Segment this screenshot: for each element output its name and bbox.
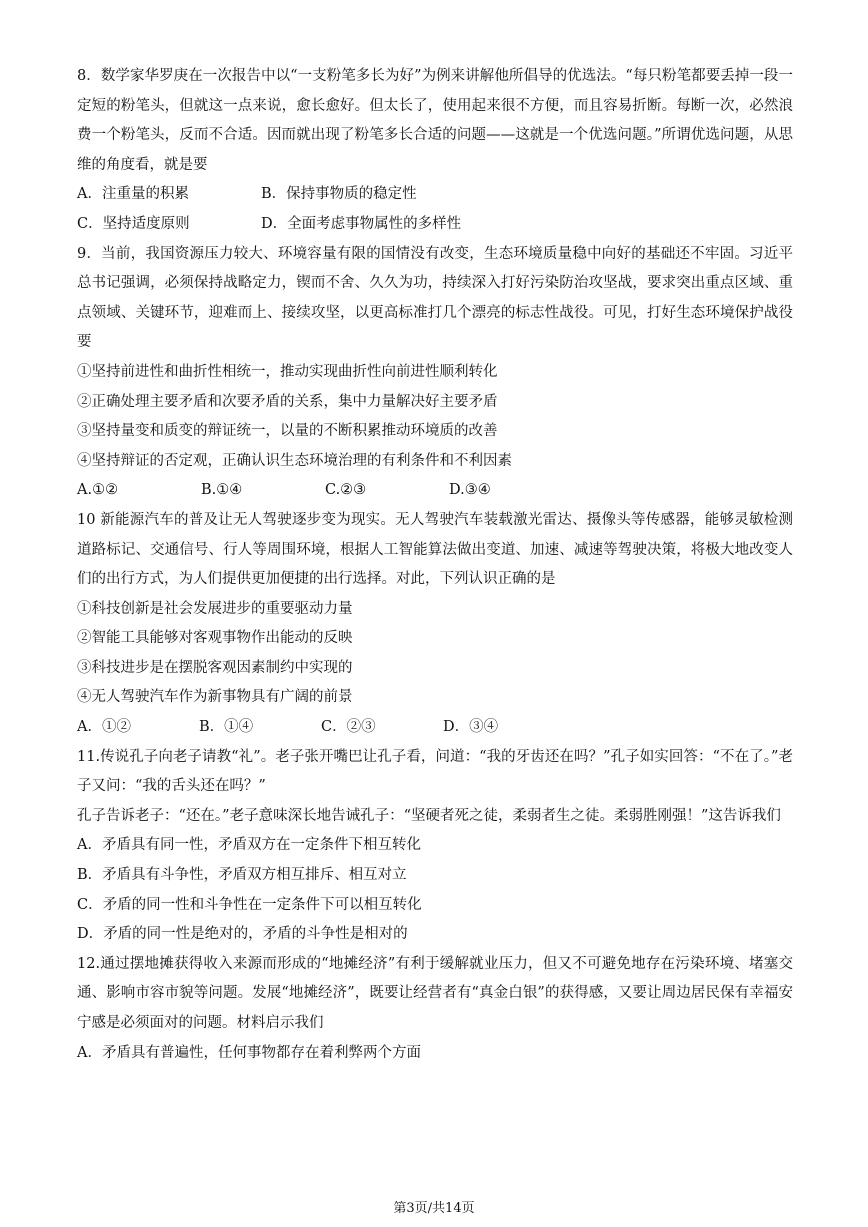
question-12-stem: 12.通过摆地摊获得收入来源而形成的“地摊经济”有利于缓解就业压力，但又不可避免地存在污染环境、堵塞交通、影响市容市貌等问题。发展“地摊经济”，既要让经营者有“真金白银”的获得感，又要让周边居民保有幸福安宁感是必须面对的问题。材料启示我们 [77,955,793,1031]
question-10-item-1: ①科技创新是社会发展进步的重要驱动力量 [77,600,353,617]
question-8-stem: 8．数学家华罗庚在一次报告中以“一支粉笔多长为好”为例来讲解他所倡导的优选法。“每只粉笔都要丢掉一段一定短的粉笔头，但就这一点来说，愈长愈好。但太长了，使用起来很不方便，而且容易折断。每断一次，必然浪费一个粉笔头，反而不合适。因而就出现了粉笔多长合适的问题——这就是一个优选问题。”所谓优选问题，从思维的角度看，就是要 [77,68,793,173]
question-10-item-3: ③科技进步是在摆脱客观因素制约中实现的 [77,659,353,676]
question-8-options-row-1 [77,180,793,210]
question-9-item-3: ③坚持量变和质变的辩证统一，以量的不断积累推动环境质的改善 [77,423,498,440]
question-9 [77,240,793,506]
question-10-item-2: ②智能工具能够对客观事物作出能动的反映 [77,630,353,647]
question-9-option-a: A.①② [77,482,119,499]
question-10-option-d: D．③④ [443,719,499,736]
question-8-option-a: A．注重量的积累 [77,186,189,203]
question-10-option-c: C．②③ [321,719,376,736]
question-9-item-4: ④坚持辩证的否定观，正确认识生态环境治理的有利条件和不利因素 [77,452,512,469]
question-12-option-a: A．矛盾具有普遍性，任何事物都存在着利弊两个方面 [77,1044,421,1061]
page-footer [0,1200,868,1218]
page-content [77,62,793,1068]
page-number: 第3页/共14页 [393,1201,475,1216]
question-10 [77,506,793,743]
question-11-option-b: B．矛盾具有斗争性，矛盾双方相互排斥、相互对立 [77,867,407,884]
question-11-option-d: D．矛盾的同一性是绝对的，矛盾的斗争性是相对的 [77,926,408,943]
question-9-option-c: C.②③ [325,482,367,499]
question-9-options [77,476,793,506]
question-11 [77,743,793,950]
question-12 [77,950,793,1068]
question-8-option-b: B．保持事物质的稳定性 [261,186,417,203]
question-10-options [77,713,793,743]
question-8-option-c: C．坚持适度原则 [77,215,190,232]
question-10-option-b: B．①④ [199,719,254,736]
question-9-item-2: ②正确处理主要矛盾和次要矛盾的关系，集中力量解决好主要矛盾 [77,393,498,410]
question-10-option-a: A．①② [77,719,131,736]
question-8-options-row-2 [77,210,793,240]
question-8 [77,62,793,240]
question-9-option-d: D.③④ [449,482,491,499]
question-11-option-a: A．矛盾具有同一性，矛盾双方在一定条件下相互转化 [77,837,421,854]
question-11-stem-1: 11.传说孔子向老子请教“礼”。老子张开嘴巴让孔子看，问道：“我的牙齿还在吗？”孔子如实回答：“不在了。”老子又问：“我的舌头还在吗？” [77,748,793,795]
question-11-stem-2: 孔子告诉老子：“还在。”老子意味深长地告诫孔子：“坚硬者死之徒，柔弱者生之徒。柔弱胜刚强！”这告诉我们 [77,807,781,824]
question-9-stem: 9．当前，我国资源压力较大、环境容量有限的国情没有改变，生态环境质量稳中向好的基础还不牢固。习近平总书记强调，必须保持战略定力，锲而不舍、久久为功，持续深入打好污染防治攻坚战，要求突出重点区域、重点领域、关键环节，迎难而上、接续攻坚，以更高标准打几个漂亮的标志性战役。可见，打好生态环境保护战役要 [77,245,793,351]
question-9-option-b: B.①④ [201,482,243,499]
question-10-stem: 10 新能源汽车的普及让无人驾驶逐步变为现实。无人驾驶汽车装载激光雷达、摄像头等传感器，能够灵敏检测道路标记、交通信号、行人等周围环境，根据人工智能算法做出变道、加速、减速等驾驶决策，将极大地改变人们的出行方式，为人们提供更加便捷的出行选择。对此，下列认识正确的是 [77,511,793,588]
question-9-item-1: ①坚持前进性和曲折性相统一，推动实现曲折性向前进性顺利转化 [77,363,498,380]
question-10-item-4: ④无人驾驶汽车作为新事物具有广阔的前景 [77,689,353,706]
question-11-option-c: C．矛盾的同一性和斗争性在一定条件下可以相互转化 [77,896,422,913]
question-8-option-d: D．全面考虑事物属性的多样性 [261,215,462,232]
